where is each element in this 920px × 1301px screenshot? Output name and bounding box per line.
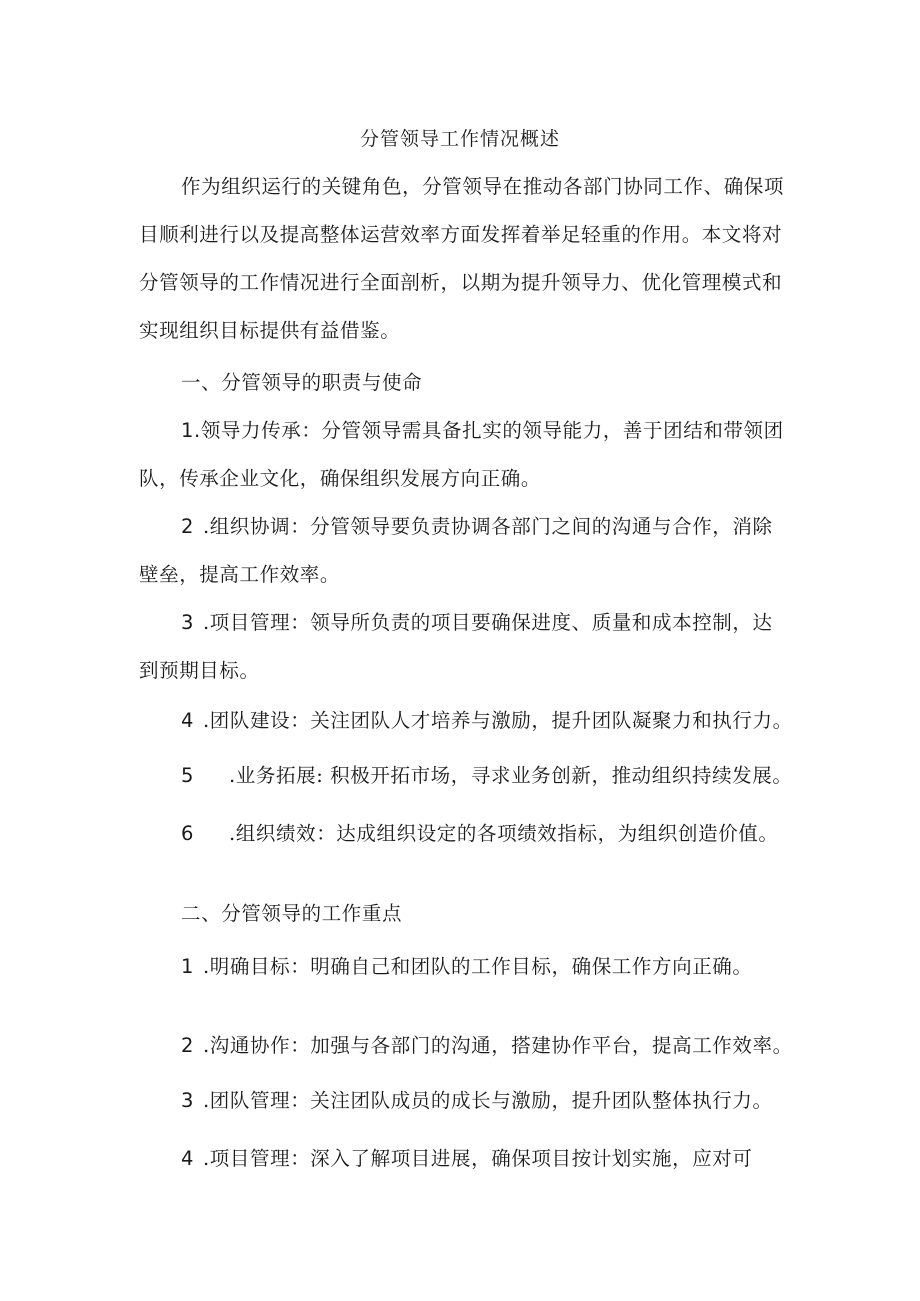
section1-item-5 — [181, 760, 841, 788]
section1-item-3 — [181, 607, 841, 635]
document-title: 分管领导工作情况概述 — [359, 128, 560, 150]
section2-heading: 二、分管领导的工作重点 — [181, 902, 403, 925]
intro-line-4: 实现组织目标提供有益借鉴。 — [139, 319, 401, 342]
intro-line-1: 作为组织运行的关键角色，分管领导在推动各部门协同工作、确保项 — [181, 175, 785, 198]
item-text: .团队建设：关注团队人才培养与激励，提升团队凝聚力和执行力。 — [203, 709, 793, 732]
item-number: 4 — [181, 709, 195, 732]
intro-line-3: 分管领导的工作情况进行全面剖析，以期为提升领导力、优化管理模式和 — [139, 271, 783, 294]
section1-item-2-cont: 壁垒，提高工作效率。 — [139, 563, 341, 586]
section1-item-1-cont: 队，传承企业文化，确保组织发展方向正确。 — [139, 467, 542, 490]
item-text: .沟通协作：加强与各部门的沟通，搭建协作平台，提高工作效率。 — [203, 1034, 793, 1057]
item-number: 4 — [181, 1147, 195, 1170]
section2-item-2 — [181, 1030, 841, 1058]
item-number: 5 — [181, 764, 195, 787]
item-text: .团队管理：关注团队成员的成长与激励，提升团队整体执行力。 — [203, 1089, 773, 1112]
section1-item-4 — [181, 705, 841, 733]
section2-item-4 — [181, 1143, 841, 1171]
section1-item-1 — [181, 415, 841, 443]
section1-item-2 — [181, 511, 841, 539]
item-text: 领导力传承：分管领导需具备扎实的领导能力，善于团结和带领团 — [200, 419, 784, 442]
item-text: .业务拓展: 积极开拓市场，寻求业务创新，推动组织持续发展。 — [229, 764, 793, 787]
section2-item-1 — [181, 951, 841, 979]
item-number: 6 — [181, 822, 195, 845]
item-number: 3 — [181, 1089, 195, 1112]
item-text: .组织绩效：达成组织设定的各项绩效指标，为组织创造价值。 — [229, 822, 779, 845]
section1-item-6 — [181, 818, 841, 846]
item-text: .项目管理：深入了解项目进展，确保项目按计划实施，应对可 — [203, 1147, 753, 1170]
section1-heading: 一、分管领导的职责与使命 — [181, 371, 423, 394]
intro-line-2: 目顺利进行以及提高整体运营效率方面发挥着举足轻重的作用。本文将对 — [139, 223, 783, 246]
item-text: .明确目标：明确自己和团队的工作目标，确保工作方向正确。 — [203, 955, 753, 978]
item-text: .项目管理：领导所负责的项目要确保进度、质量和成本控制，达 — [203, 611, 773, 634]
item-number: 2 — [181, 515, 195, 538]
section1-item-3-cont: 到预期目标。 — [139, 659, 260, 682]
item-number: 1. — [181, 419, 201, 442]
item-text: .组织协调：分管领导要负责协调各部门之间的沟通与合作，消除 — [203, 515, 773, 538]
item-number: 2 — [181, 1034, 195, 1057]
section2-item-3 — [181, 1085, 841, 1113]
item-number: 3 — [181, 611, 195, 634]
item-number: 1 — [181, 955, 195, 978]
